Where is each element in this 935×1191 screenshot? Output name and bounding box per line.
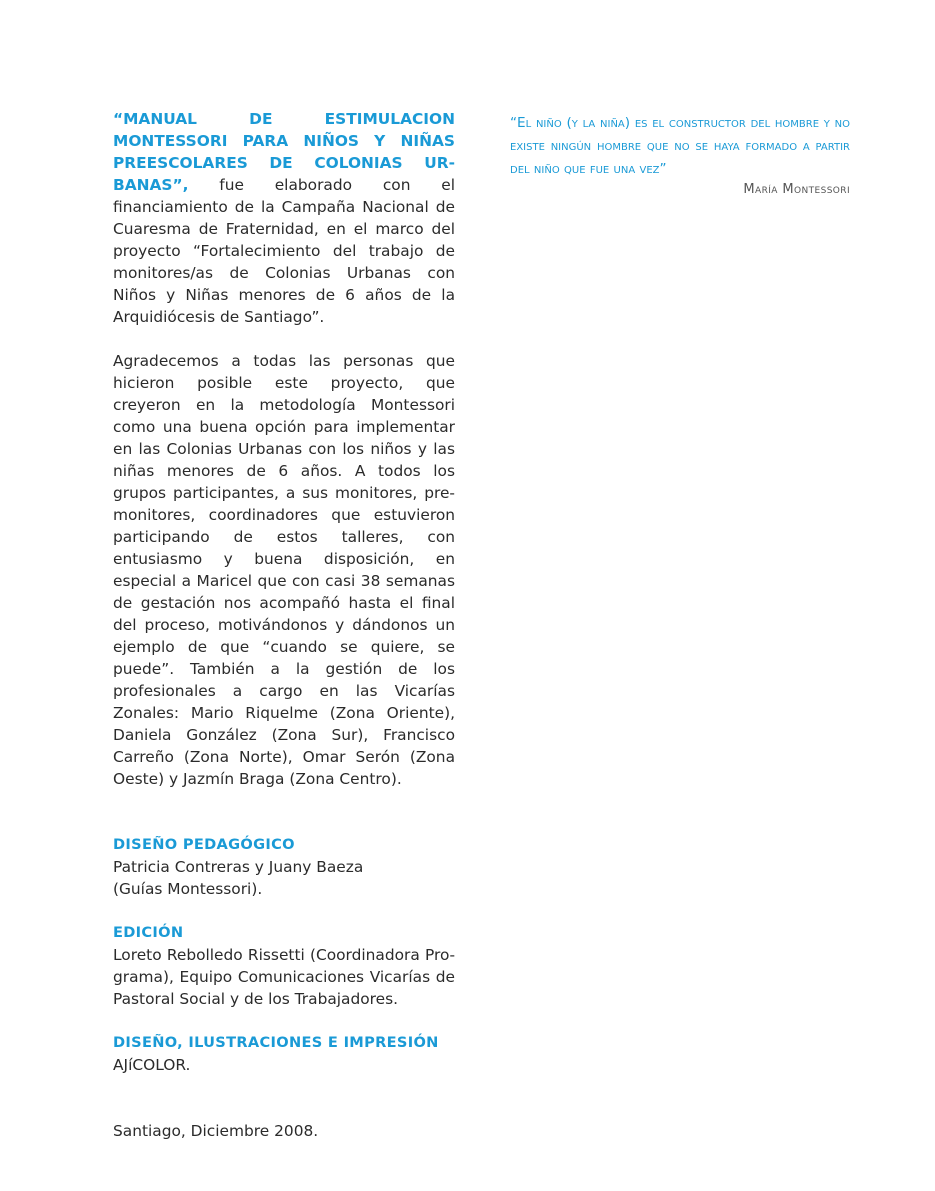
right-column [510,112,850,199]
manual-title: “MANUAL DE ESTIMULACION MONTESSORI PARA NIÑOS Y NIÑAS PREESCOLARES DE COLONIAS URBANAS”, [113,110,455,194]
pedagogic-design-heading: DISEÑO PEDAGÓGICO [113,836,295,853]
montessori-quote: “El niño (y la niña) es el constructor del hombre y no existe ningún hombre que no se haya formado a partir del niño que fue una vez” [510,115,850,177]
intro-body: fue elaborado con el financiamiento de la Campaña Nacional de Cuaresma de Fraternidad, en el marco del proyecto “Fortalecimiento del trabajo de monitores/as de Colonias Urbanas con Niños y Niñas menores de 6 años de la Arquidiócesis de Santiago”. [113,176,455,326]
acknowledgements-paragraph: Agradecemos a todas las personas que hicieron posible este proyecto, que creyeron en la metodología Montessori como una buena opción para implementar en las Colonias Urbanas con los niños y las niñas menores de 6 años. A todos los grupos participantes, a sus monitores, pre-monitores, coordinadores que estuvieron participando de estos talleres, con entusiasmo y buena disposición, en especial a Maricel que con casi 38 semanas de gestación nos acompañó hasta el final del proceso, motivándonos y dándonos un ejemplo de que “cuando se quiere, se puede”. También a la gestión de los profesionales a cargo en las Vicarías Zonales: Mario Riquelme (Zona Oriente), Daniela González (Zona Sur), Francisco Carreño (Zona Norte), Omar Serón (Zona Oeste) y Jazmín Braga (Zona Centro). [113,352,455,788]
edition-heading: EDICIÓN [113,924,184,941]
place-date: Santiago, Diciembre 2008. [113,1122,319,1140]
edition-body: Loreto Rebolledo Rissetti (Coordinadora Programa), Equipo Comunicaciones Vicarías de Pastoral Social y de los Trabajadores. [113,946,455,1008]
design-print-heading: DISEÑO, ILUSTRACIONES E IMPRESIÓN [113,1034,439,1051]
design-print-body: AJíCOLOR. [113,1056,191,1074]
quote-author: María Montessori [743,182,850,197]
intro-paragraph [113,108,455,328]
pedagogic-design-line1: Patricia Contreras y Juany Baeza [113,858,364,876]
pedagogic-design-line2: (Guías Montessori). [113,880,263,898]
left-column [113,108,455,1142]
